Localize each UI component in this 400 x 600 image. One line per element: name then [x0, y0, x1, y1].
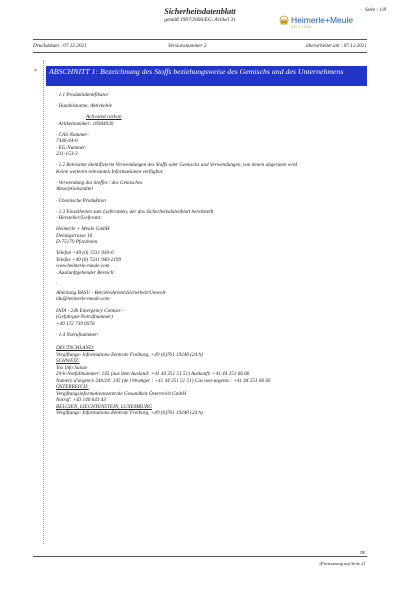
eg-value: 231-153-3 [56, 151, 78, 158]
country-austria: ÖSTERREICH: [56, 384, 89, 391]
austria-poison-center: Vergiftungsinformationszentrale Gesundheit Österreich GmbH [56, 390, 187, 397]
austria-emergency-number: Notruf: +43 140 643 43 [56, 397, 106, 404]
revision-marker: * [34, 69, 37, 75]
usage-label: · Verwendung des Stoffes / des Gemisches [56, 179, 143, 186]
supplier-heading: · 1.3 Einzelheiten zum Lieferanten, der das Sicherheitsdatenblatt bereitstellt [56, 208, 214, 215]
company-fax: Telefax +49 (0) 7231 940-2199 [56, 256, 121, 263]
company-logo [278, 14, 373, 32]
info-department-label: · Auskunftgebender Bereich: [56, 269, 115, 276]
country-switzerland: SCHWEIZ: [56, 358, 80, 365]
revision-date: überarbeitet am : 07.12.2021 [306, 43, 367, 49]
document-subtitle: gemäß 1907/2006/EG, Artikel 31 [164, 17, 236, 23]
eg-label: · EG-Nummer: [56, 144, 87, 151]
logo-tagline: SEIT 1845 [291, 25, 312, 29]
company-street: Dennigstrasse 16 [56, 232, 93, 239]
benelux-poison-center: Vergiftungs- Informations-Zentrale Freiburg, +49 (0)761 19240 (24 h) [56, 410, 203, 417]
page-number: Seite : 1/8 [364, 7, 386, 13]
header-rule-top [33, 39, 367, 40]
switzerland-emergency-fr: Numéro d'urgence 24h/24: 145 (de l'étranger : +41 44 251 51 51) Cas non-urgents : +41 44 251 66 66 [56, 377, 271, 384]
company-website[interactable]: www.heimerle-meule.com [56, 263, 110, 270]
department-email[interactable]: idu@heimerle-meule.com [56, 296, 110, 303]
info-dot: · [56, 280, 58, 287]
country-benelux-liechtenstein: BELGIEN, LIECHTENSTEIN, LUXEMBURG [56, 403, 152, 410]
emergency-number-heading: · 1.4 Notrufnummer: [56, 331, 99, 338]
language-mark: DE [360, 550, 365, 555]
document-title: Sicherheitsdatenblatt [164, 7, 236, 16]
print-date: Druckdatum : 07.12.2021 [33, 43, 87, 49]
continued-note: (Fortsetzung auf Seite 2) [319, 561, 365, 566]
version-number: Versionsnummer 2 [168, 43, 207, 49]
company-phone: Telefon +49 (0) 7231 940-0 [56, 250, 114, 257]
chemical-production: · Chemische Produktion [56, 197, 106, 204]
crown-logo-icon [278, 15, 290, 27]
section-1-heading: ABSCHNITT 1: Bezeichnung des Stoffs beziehungsweise des Gemischs und des Unternehmens [46, 66, 367, 86]
section-1-content [56, 92, 364, 417]
manufacturer-label: · Hersteller/Lieferant: [56, 215, 102, 222]
cas-label: · CAS-Nummer: [56, 131, 90, 138]
germany-poison-center: Vergiftungs- Informations-Zentrale Freiburg, +49 (0)761 19240 (24 h) [56, 351, 203, 358]
activated-carbon-label: Activated carbon [86, 114, 122, 121]
relevant-uses-heading: · 1.2 Relevante identifizierte Verwendungen des Stoffs oder Gemischs und Verwendungen, von denen abgeraten wird [56, 162, 298, 169]
switzerland-tox-info: Tox Info Suisse [56, 364, 88, 371]
cas-value: 7440-44-0 [56, 138, 78, 145]
usage-value: Absorptionsmittel [56, 186, 93, 193]
iata-contact: IATA - 24h Emergency Contact - [56, 307, 124, 314]
company-name: Heimerle + Meule GmbH [56, 226, 110, 233]
country-germany: DEUTSCHLAND: [56, 345, 95, 352]
relevant-uses-none: Keine weiteren relevanten Informationen verfügbar. [56, 168, 164, 175]
logo-wordmark: Heimerle+Meule [291, 15, 354, 25]
company-city: D-75179 Pforzheim [56, 239, 98, 246]
trade-name: · Handelsname: Aktivkohle [56, 103, 112, 110]
header-rule-bottom [33, 52, 367, 53]
iata-subtitle: (Gefahrgut-Notrufnummer) [56, 314, 113, 321]
margin-dotted-line [43, 60, 44, 544]
department-name: Abteilung BASU - BetriebsArbeitsSicherheit/Umwelt [56, 289, 166, 296]
iata-phone: +49 172 739 6970 [56, 320, 95, 327]
meta-row [33, 43, 367, 51]
footer-rule [33, 556, 367, 557]
article-number: · Artikelnummer: 16944030 [56, 120, 114, 127]
switzerland-emergency-de: 24-h-Notfallnummer: 145 (aus dem Ausland: +41 44 251 51 51) Auskunft: +41 44 251 66 66 [56, 371, 250, 378]
product-identifier-heading: · 1.1 Produktidentifikator [56, 92, 109, 98]
